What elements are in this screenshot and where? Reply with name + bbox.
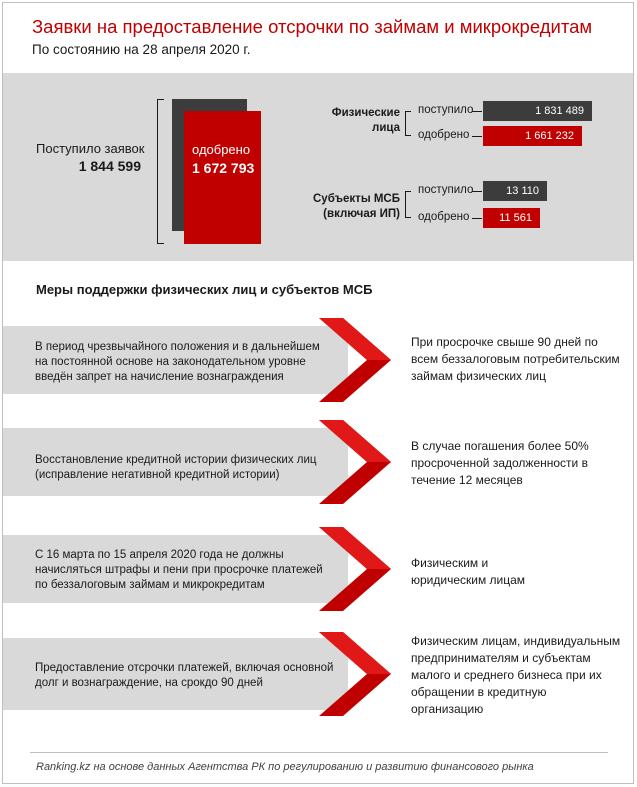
chevron-right-icon	[319, 632, 391, 716]
sme-approved-bar: 11 561	[483, 208, 540, 228]
sme-received-label: поступило	[418, 184, 474, 196]
individuals-received-connector	[472, 111, 482, 112]
page-title: Заявки на предоставление отсрочки по займам и микрокредитам	[32, 16, 593, 37]
chevron-right-icon	[319, 318, 391, 402]
individuals-approved-connector	[472, 136, 482, 137]
measure-row	[3, 527, 633, 611]
individuals-received-label: поступило	[418, 104, 474, 116]
chevron-right-icon	[319, 527, 391, 611]
summary-bracket	[157, 99, 164, 244]
measure-result: При просрочке свыше 90 дней по всем беззалоговым потребительским займам физических лиц	[411, 335, 620, 383]
individuals-received-bar: 1 831 489	[483, 101, 592, 121]
category-sme-bracket	[405, 191, 411, 218]
sme-approved-connector	[472, 218, 482, 219]
approved-value: 1 672 793	[192, 160, 255, 176]
sme-received-connector	[472, 191, 482, 192]
measures-title: Меры поддержки физических лиц и субъектов МСБ	[36, 282, 373, 297]
measure-text: В период чрезвычайного положения и в дальнейшем на постоянной основе на законодательном уровне введён запрет на начисление вознаграждения	[35, 341, 320, 383]
page-subtitle: По состоянию на 28 апреля 2020 г.	[32, 42, 251, 57]
measure-row	[3, 628, 633, 720]
category-individuals-bracket	[405, 111, 411, 136]
category-sme-label: Субъекты МСБ (включая ИП)	[313, 193, 400, 220]
chevron-right-icon	[319, 420, 391, 504]
individuals-approved-label: одобрено	[418, 129, 470, 141]
total-applications-label: Поступило заявок	[36, 141, 145, 156]
footer-source: Ranking.kz на основе данных Агентства РК по регулированию и развитию финансового рынка	[36, 761, 534, 773]
measure-result: В случае погашения более 50% просроченной задолженности в течение 12 месяцев	[411, 439, 589, 487]
category-individuals-label: Физические лица	[331, 107, 400, 134]
measure-text: Предоставление отсрочки платежей, включая основной долг и вознаграждение, на срокдо 90 дней	[35, 662, 334, 689]
approved-label: одобрено	[192, 142, 251, 157]
individuals-approved-bar: 1 661 232	[483, 126, 582, 146]
measure-row	[3, 420, 633, 504]
sme-received-bar: 13 110	[483, 181, 547, 201]
measure-text: Восстановление кредитной истории физических лиц (исправление негативной кредитной истории)	[35, 454, 317, 481]
total-applications-value: 1 844 599	[78, 158, 141, 174]
footer-divider	[30, 752, 608, 753]
approved-block	[184, 111, 261, 244]
measure-result: Физическим и юридическим лицам	[411, 556, 526, 587]
measure-text: С 16 марта по 15 апреля 2020 года не должны начисляться штрафы и пени при просрочке платежей по беззалоговым займам и микрокредитам	[35, 549, 323, 591]
measure-result: Физическим лицам, индивидуальным предпринимателям и субъектам малого и среднего бизнеса при их обращении в кредитную организацию	[411, 634, 621, 716]
measure-row	[3, 318, 633, 402]
sme-approved-label: одобрено	[418, 211, 470, 223]
